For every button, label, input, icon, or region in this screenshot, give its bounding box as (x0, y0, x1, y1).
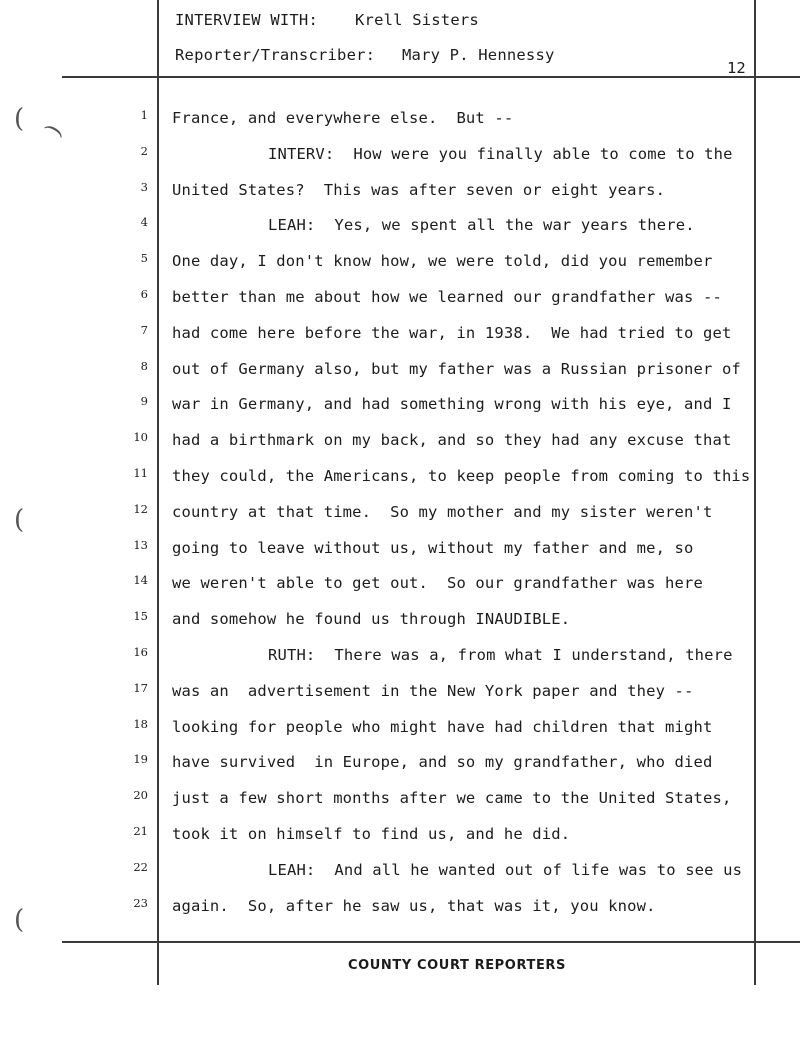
transcript-line: we weren't able to get out. So our grandfather was here (172, 574, 703, 592)
line-number: 4 (140, 215, 148, 229)
page-number: 12 (727, 59, 746, 77)
binder-mark: ( (14, 905, 25, 935)
transcript-line: they could, the Americans, to keep people from coming to this (172, 467, 751, 485)
transcript-line: LEAH: And all he wanted out of life was to see us (268, 861, 743, 879)
footer-company: COUNTY COURT REPORTERS (347, 958, 567, 973)
transcript-line: LEAH: Yes, we spent all the war years there. (268, 216, 695, 234)
left-margin-rule (157, 0, 159, 985)
transcript-line: had come here before the war, in 1938. We had tried to get (172, 324, 732, 342)
transcript-line: have survived in Europe, and so my grandfather, who died (172, 753, 713, 771)
line-number: 3 (140, 180, 148, 194)
reporter-label: Reporter/Transcriber: (175, 46, 376, 64)
transcript-line: looking for people who might have had children that might (172, 718, 713, 736)
interview-value: Krell Sisters (355, 11, 479, 29)
reporter-value: Mary P. Hennessy (402, 46, 555, 64)
line-number: 15 (133, 609, 148, 623)
line-number: 23 (133, 896, 148, 910)
transcript-line: just a few short months after we came to the United States, (172, 789, 732, 807)
transcript-line: and somehow he found us through INAUDIBLE. (172, 610, 571, 628)
line-number: 1 (140, 108, 148, 122)
transcript-line: out of Germany also, but my father was a Russian prisoner of (172, 360, 741, 378)
transcript-line: again. So, after he saw us, that was it, you know. (172, 897, 656, 915)
transcript-line: United States? This was after seven or eight years. (172, 181, 666, 199)
transcript-line: country at that time. So my mother and my sister weren't (172, 503, 713, 521)
transcript-line: INTERV: How were you finally able to come to the (268, 145, 733, 163)
line-number: 5 (140, 251, 148, 265)
line-number: 21 (133, 824, 148, 838)
line-number: 16 (133, 645, 148, 659)
transcript-line: going to leave without us, without my father and me, so (172, 539, 694, 557)
interview-label: INTERVIEW WITH: (175, 11, 318, 29)
line-number: 13 (133, 538, 148, 552)
transcript-line: had a birthmark on my back, and so they had any excuse that (172, 431, 732, 449)
line-number: 6 (140, 287, 148, 301)
line-number: 9 (140, 394, 148, 408)
transcript-line: France, and everywhere else. But -- (172, 109, 514, 127)
transcript-line: better than me about how we learned our grandfather was -- (172, 288, 722, 306)
right-margin-rule (754, 0, 756, 985)
line-number: 2 (140, 144, 148, 158)
line-number: 18 (133, 717, 148, 731)
line-number: 8 (140, 359, 148, 373)
line-number: 19 (133, 752, 148, 766)
binder-mark: ( (14, 505, 25, 535)
transcript-line: war in Germany, and had something wrong with his eye, and I (172, 395, 732, 413)
footer-rule (62, 941, 800, 943)
line-number: 22 (133, 860, 148, 874)
line-number: 20 (133, 788, 148, 802)
line-number: 12 (133, 502, 148, 516)
transcript-line: RUTH: There was a, from what I understand, there (268, 646, 733, 664)
binder-mark: ( (14, 104, 25, 134)
header-rule (62, 76, 800, 78)
transcript-line: One day, I don't know how, we were told, did you remember (172, 252, 713, 270)
line-number: 7 (140, 323, 148, 337)
line-number: 17 (133, 681, 148, 695)
transcript-line: was an advertisement in the New York paper and they -- (172, 682, 694, 700)
transcript-line: took it on himself to find us, and he did. (172, 825, 571, 843)
line-number: 10 (133, 430, 148, 444)
line-number: 11 (133, 466, 148, 480)
binder-mark: ) (41, 120, 68, 141)
line-number: 14 (133, 573, 148, 587)
